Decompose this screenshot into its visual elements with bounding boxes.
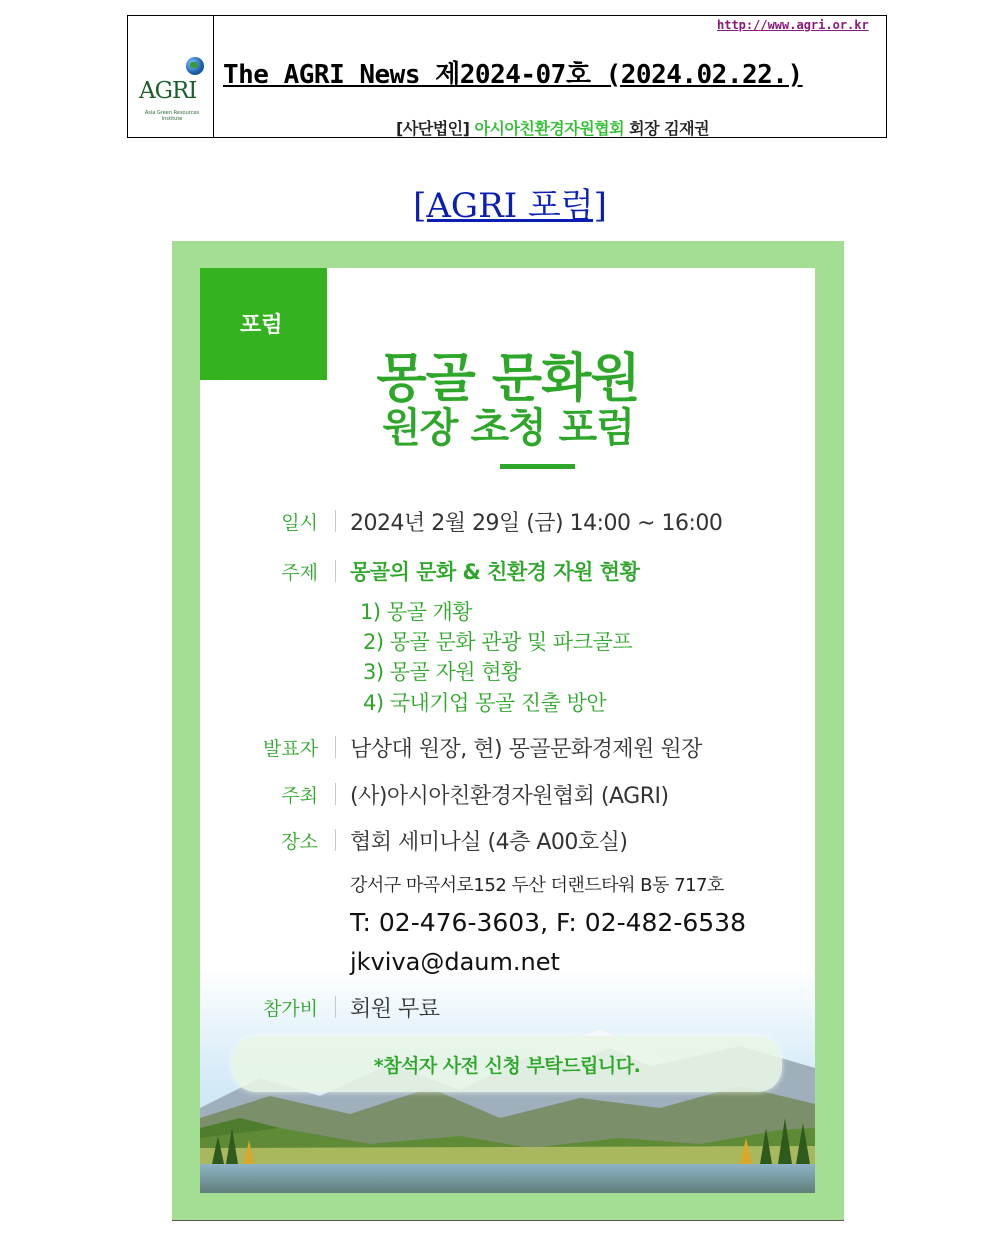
contact-email[interactable]: jkviva@daum.net: [350, 948, 560, 976]
newsletter-header: [127, 15, 887, 138]
host-value: (사)아시아친환경자원협회 (AGRI): [350, 784, 669, 809]
speaker-label: 발표자: [262, 738, 318, 760]
section-title-text: [AGRI 포럼]: [413, 186, 607, 226]
divider: [335, 736, 336, 758]
speaker-value: 남상대 원장, 현) 몽골문화경제원 원장: [350, 737, 702, 762]
newsletter-title: The AGRI News 제2024-07호 (2024.02.22.): [223, 60, 803, 90]
logo-subtitle: Asia Green Resources Institute: [144, 110, 200, 122]
topic-item: 1) 몽골 개황: [360, 600, 473, 624]
title-divider: [500, 464, 575, 469]
divider: [335, 829, 336, 851]
host-label: 주최: [281, 785, 318, 807]
divider: [335, 783, 336, 805]
org-prefix: [사단법인]: [396, 119, 470, 138]
date-label: 일시: [281, 512, 318, 534]
divider: [335, 996, 336, 1018]
divider: [172, 1220, 844, 1221]
fee-label: 참가비: [262, 998, 318, 1020]
fee-value: 회원 무료: [350, 997, 440, 1022]
poster-panel: [200, 268, 815, 1193]
venue-value: 협회 세미나실 (4층 A00호실): [350, 830, 628, 855]
agri-logo: [128, 16, 214, 137]
topic-label: 주제: [281, 562, 318, 584]
category-tab-label: 포럼: [240, 313, 283, 338]
divider: [335, 510, 336, 532]
topic-item: 3) 몽골 자원 현황: [363, 660, 521, 684]
topic-item: 2) 몽골 문화 관광 및 파크골프: [363, 630, 633, 654]
divider: [335, 560, 336, 582]
org-name: 아시아친환경자원협회: [474, 119, 625, 138]
publisher-line: [396, 116, 709, 139]
poster-title-line2: 원장 초청 포럼: [382, 405, 634, 451]
registration-notice: [232, 1036, 782, 1092]
globe-icon: [186, 57, 204, 75]
poster-title-line1: 몽골 문화원: [376, 349, 640, 409]
forum-poster: [172, 241, 844, 1221]
topic-item: 4) 국내기업 몽골 진출 방안: [363, 691, 607, 715]
website-link[interactable]: http://www.agri.or.kr: [717, 18, 869, 32]
org-president: 회장 김재권: [629, 119, 710, 138]
venue-label: 장소: [281, 831, 318, 853]
registration-notice-text: *참석자 사전 신청 부탁드립니다.: [373, 1055, 641, 1077]
contact-phone-fax: T: 02-476-3603, F: 02-482-6538: [350, 908, 746, 937]
venue-address: 강서구 마곡서로152 두산 더랜드타워 B동 717호: [350, 875, 724, 896]
date-value: 2024년 2월 29일 (금) 14:00 ~ 16:00: [350, 511, 723, 536]
section-title: [0, 178, 992, 227]
topic-value: 몽골의 문화 & 친환경 자원 현황: [350, 560, 640, 584]
logo-text: AGRI: [139, 78, 197, 104]
